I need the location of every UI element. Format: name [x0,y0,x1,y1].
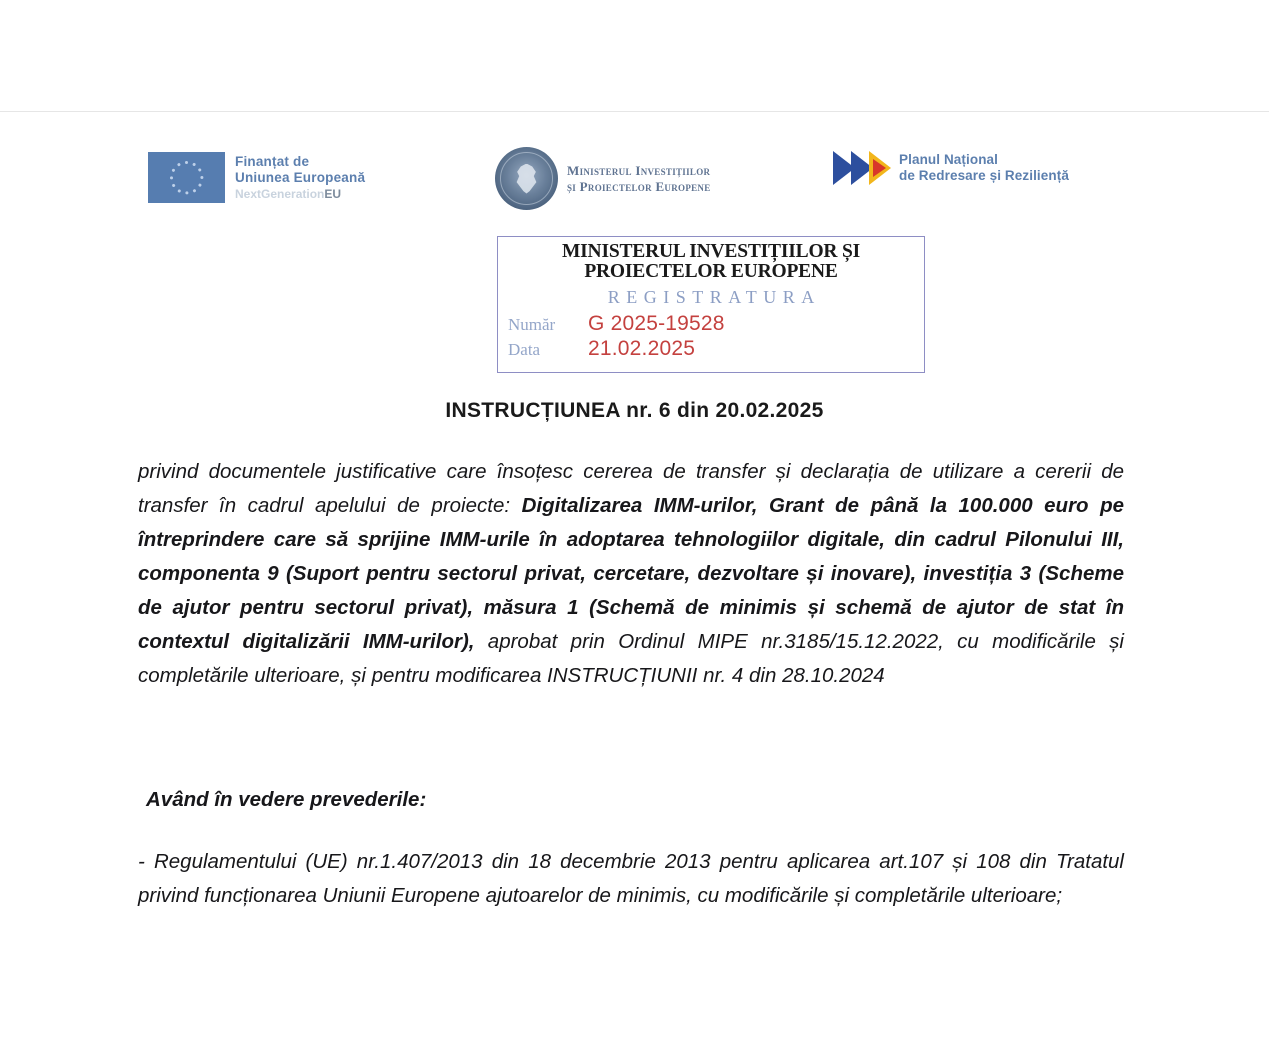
stamp-date-value: 21.02.2025 [588,336,696,360]
eu-flag-icon [148,152,225,203]
stamp-number-value: G 2025-19528 [588,311,725,335]
stamp-date-row [498,337,924,361]
pnrr-logo-text [899,152,1069,184]
intro-text-part2: aprobat prin Ordinul MIPE nr.3185/15.12.2022, cu modificările și completările ulterioare, și pentru modificarea INSTRUCȚIUNII nr. 4 din 28.10.2024 [138,630,1124,688]
stamp-date-label: Data [508,339,541,359]
intro-paragraph [138,455,1124,693]
legal-basis-paragraph: - Regulamentului (UE) nr.1.407/2013 din 18 decembrie 2013 pentru aplicarea art.107 și 108 din Tratatul privind funcționarea Uniunii Europene ajutoarelor de minimis, cu modificările și completările ulterioare; [138,850,1124,908]
romania-coat-of-arms-seal-icon [495,147,558,210]
pnrr-logo-line1: Planul Național [899,151,999,167]
ministry-logo-line1: Ministerul Investițiilor [567,162,711,178]
ngeu-faint-part: NextGeneration [235,186,325,201]
eu-stars-circle-icon [170,161,204,195]
eu-logo-line2: Uniunea Europeană [235,169,366,185]
eu-logo-line1: Finanțat de [235,154,310,169]
ngeu-solid-part: EU [324,186,342,201]
intro-text-bold: Digitalizarea IMM-urilor, Grant de până la 100.000 euro pe întreprindere care să sprijine IMM-urile în adoptarea tehnologiilor digitale, din cadrul Pilonului III, componenta 9 (Suport pentru sectorul privat, cercetare, dezvoltare și inovare), investiția 3 (Scheme de ajutor pentru sectorul privat), măsura 1 (Schemă de minimis și schemă de ajutor de stat în contextul digitalizării IMM-urilor), [138,494,1124,654]
ministry-logo [495,147,711,210]
stamp-number-row [498,312,924,336]
page-title: INSTRUCȚIUNEA nr. 6 din 20.02.2025 [445,399,824,422]
nextgeneration-eu-label [235,187,365,201]
eu-funding-logo [148,152,365,203]
intro-text-part1: privind documentele justificative care însoțesc cererea de transfer și declarația de utilizare a cererii de transfer în cadrul apelului de proiecte: [138,460,1124,518]
logo-band [0,143,1269,215]
eu-logo-text [235,152,365,201]
ministry-logo-line2: și Proiectelor Europene [567,178,711,194]
ministry-logo-text [567,163,711,194]
pnrr-logo-line2: de Redresare și Reziliență [899,168,1069,183]
pnrr-logo [833,151,1069,185]
page-top-rule [0,111,1269,112]
pnrr-arrows-icon [833,151,891,185]
stamp-number-label: Număr [508,314,556,334]
stamp-ministry-title: MINISTERUL INVESTIȚIILOR ȘI PROIECTELOR EUROPENE [561,241,861,283]
registration-stamp [497,236,925,373]
stamp-registratura-label: REGISTRATURA [607,286,821,307]
having-in-view-heading: Având în vedere prevederile: [146,788,427,811]
